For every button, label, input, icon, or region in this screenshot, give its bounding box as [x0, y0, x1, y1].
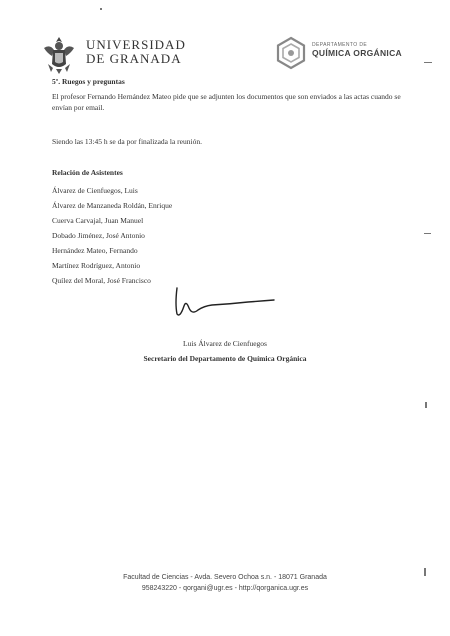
- attendee-item: Quílez del Moral, José Francisco: [52, 276, 151, 285]
- attendees-heading: Relación de Asistentes: [52, 168, 123, 177]
- department-label-small: DEPARTAMENTO DE: [312, 42, 368, 48]
- scan-speck: [424, 233, 431, 234]
- signatory-name: Luis Álvarez de Cienfuegos: [183, 339, 267, 348]
- attendee-item: Dobado Jiménez, José Antonio: [52, 231, 145, 240]
- attendee-item: Martínez Rodríguez, Antonio: [52, 261, 141, 270]
- attendees-list: [52, 183, 172, 288]
- section-heading: 5º. Ruegos y preguntas: [52, 77, 125, 86]
- university-name-line1: UNIVERSIDAD: [86, 37, 186, 52]
- scan-speck: [100, 8, 102, 10]
- footer-contact: 958243220 - qorgani@ugr.es - http://qorganica.ugr.es: [141, 585, 309, 592]
- university-name-line2: DE GRANADA: [86, 51, 182, 66]
- scan-speck: [424, 62, 432, 63]
- attendee-item: Álvarez de Manzaneda Roldán, Enrique: [52, 201, 173, 210]
- scan-speck: [425, 402, 427, 408]
- department-label: QUÍMICA ORGÁNICA: [312, 48, 402, 58]
- requests-paragraph: El profesor Fernando Hernández Mateo pide que se adjunten los documentos que son enviados a las actas cuando se envían por email.: [52, 92, 401, 112]
- university-crest-icon: [38, 34, 80, 76]
- university-name: [86, 38, 186, 66]
- attendee-item: Álvarez de Cienfuegos, Luis: [52, 186, 138, 195]
- handwritten-signature: [168, 282, 278, 326]
- signatory-title: Secretario del Departamento de Química Orgánica: [143, 354, 307, 363]
- department-hexagon-logo-icon: [275, 36, 307, 70]
- closing-statement: Siendo las 13:45 h se da por finalizada la reunión.: [52, 137, 202, 146]
- scan-speck: [424, 568, 426, 576]
- attendee-item: Cuerva Carvajal, Juan Manuel: [52, 216, 144, 225]
- footer-address: Facultad de Ciencias - Avda. Severo Ochoa s.n. - 18071 Granada: [123, 574, 327, 581]
- attendee-item: Hernández Mateo, Fernando: [52, 246, 138, 255]
